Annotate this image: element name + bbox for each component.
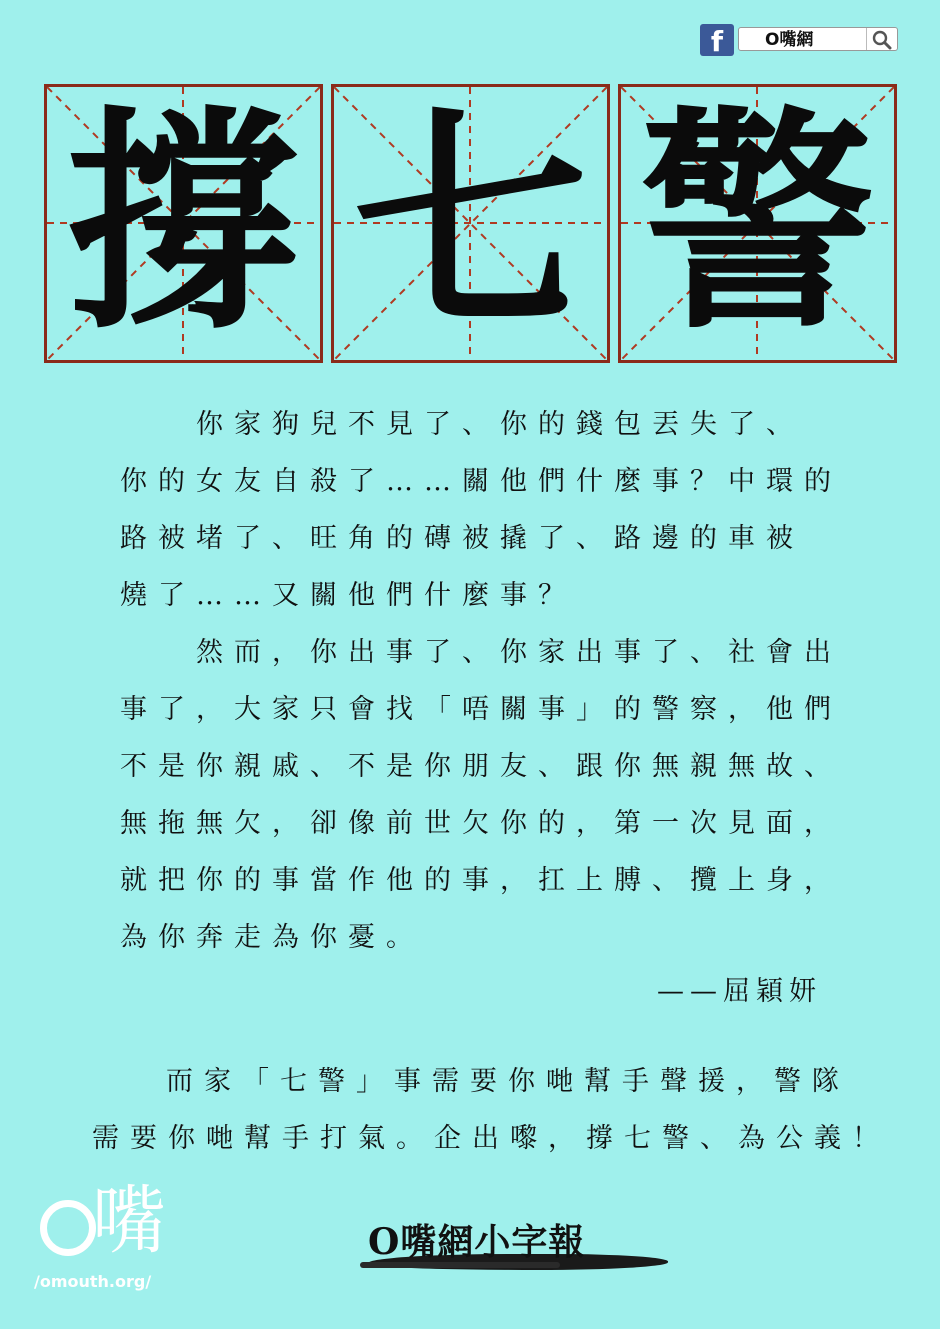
body-line: 你家狗兒不見了、你的錢包丟失了、 <box>196 409 804 440</box>
title-char-3: 警 <box>640 85 875 361</box>
body-line: 事了，大家只會找「唔關事」的警察，他們 <box>120 694 842 725</box>
body-line: 無拖無欠，卻像前世欠你的，第一次見面， <box>120 808 842 839</box>
search-icon[interactable] <box>866 28 897 50</box>
facebook-search-badge[interactable] <box>700 24 900 58</box>
body-line: 為你奔走為你憂。 <box>120 922 424 953</box>
article-body <box>120 396 840 966</box>
title-cell-3 <box>618 84 897 363</box>
logo-circle <box>40 1200 96 1256</box>
footer-title: O嘴網小字報 <box>368 1221 586 1263</box>
appeal-line: 需要你哋幫手打氣。企出嚟，撐七警、為公義！ <box>92 1123 890 1154</box>
footer-banner <box>360 1214 680 1284</box>
title-char-2: 七 <box>353 85 588 361</box>
body-line: 就把你的事當作他的事，扛上膊、攬上身， <box>120 865 842 896</box>
facebook-icon[interactable]: f <box>700 24 734 56</box>
body-line: 路被堵了、旺角的磚被撬了、路邊的車被 <box>120 523 804 554</box>
body-line: 然而，你出事了、你家出事了、社會出 <box>196 637 842 668</box>
logo-character: 嘴 <box>92 1178 166 1264</box>
title-grid <box>44 84 899 367</box>
appeal-line: 而家「七警」事需要你哋幫手聲援，警隊 <box>166 1066 850 1097</box>
title-char-1: 撐 <box>66 85 301 361</box>
appeal-text <box>92 1053 890 1167</box>
omouth-logo <box>34 1178 166 1298</box>
body-line: 燒了……又關他們什麼事？ <box>120 580 576 611</box>
body-line: 不是你親戚、不是你朋友、跟你無親無故、 <box>120 751 842 782</box>
facebook-search-field[interactable] <box>738 27 898 51</box>
logo-url: /omouth.org/ <box>34 1272 152 1291</box>
author-signature: ——屈穎妍 <box>657 976 822 1007</box>
facebook-search-text: O嘴網 <box>765 30 814 50</box>
title-cell-2 <box>331 84 610 363</box>
body-line: 你的女友自殺了……關他們什麼事？中環的 <box>120 466 842 497</box>
title-cell-1 <box>44 84 323 363</box>
